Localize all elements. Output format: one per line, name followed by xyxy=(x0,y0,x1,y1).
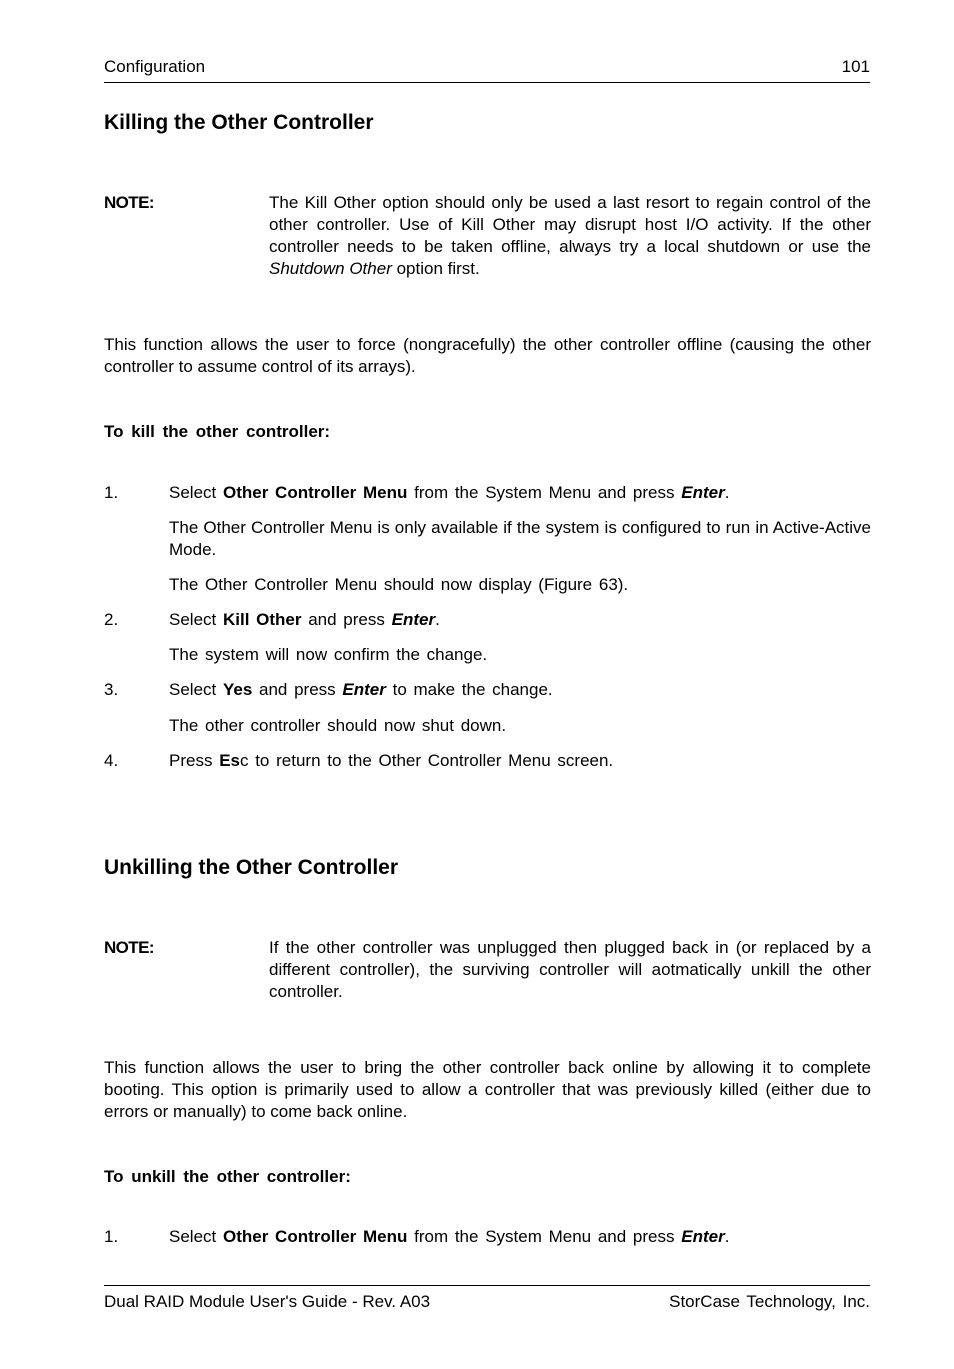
step-text: Select Yes and press Enter to make the change. xyxy=(169,680,553,699)
unkill-intro-paragraph: This function allows the user to bring the other controller back online by allowing it to complete booting. This option is primarily used to allow a controller that was previously killed (either due to errors or manually) to come back online. xyxy=(104,1058,871,1121)
note-label: NOTE: xyxy=(104,938,154,957)
step-detail: The Other Controller Menu should now display (Figure 63). xyxy=(169,575,629,594)
note-text-unkill: If the other controller was unplugged then plugged back in (or replaced by a different controller), the surviving controller will aotmatically unkill the other controller. xyxy=(269,938,871,1001)
step-detail: The other controller should now shut down. xyxy=(169,716,507,735)
step-number: 4. xyxy=(104,751,119,770)
heading-unkilling-other-controller: Unkilling the Other Controller xyxy=(104,856,399,879)
heading-killing-other-controller: Killing the Other Controller xyxy=(104,111,374,134)
header-page-number: 101 xyxy=(841,57,870,76)
kill-procedure-heading: To kill the other controller: xyxy=(104,422,331,441)
step-detail: The system will now confirm the change. xyxy=(169,645,488,664)
step-number: 1. xyxy=(104,483,119,502)
step-number: 1. xyxy=(104,1227,119,1246)
footer-document-title: Dual RAID Module User's Guide - Rev. A03 xyxy=(104,1292,431,1311)
kill-intro-paragraph: This function allows the user to force (nongracefully) the other controller offline (causing the other controller to assume control of its arrays). xyxy=(104,335,871,376)
step-number: 2. xyxy=(104,610,119,629)
step-text: Select Kill Other and press Enter. xyxy=(169,610,440,629)
note-text-kill xyxy=(269,192,871,280)
header-rule xyxy=(104,82,870,83)
footer-rule xyxy=(104,1285,870,1286)
step-text: Select Other Controller Menu from the System Menu and press Enter. xyxy=(169,1227,730,1246)
step-number: 3. xyxy=(104,680,119,699)
note-emphasis: Shutdown Other xyxy=(269,259,392,278)
note-text-part: The Kill Other option should only be used a last resort to regain control of the other controller. Use of Kill Other may disrupt host I/O activity. If the other controller needs to be taken offline, always try a local shutdown or use the xyxy=(269,193,871,256)
note-text-part: option first. xyxy=(391,259,480,278)
note-label: NOTE: xyxy=(104,193,154,212)
step-text: Select Other Controller Menu from the System Menu and press Enter. xyxy=(169,483,730,502)
step-detail: The Other Controller Menu is only available if the system is configured to run in Active-Active Mode. xyxy=(169,518,871,559)
header-section-title: Configuration xyxy=(104,57,206,76)
footer-company: StorCase Technology, Inc. xyxy=(669,1292,870,1311)
step-text: Press Esc to return to the Other Controller Menu screen. xyxy=(169,751,614,770)
unkill-procedure-heading: To unkill the other controller: xyxy=(104,1167,351,1186)
